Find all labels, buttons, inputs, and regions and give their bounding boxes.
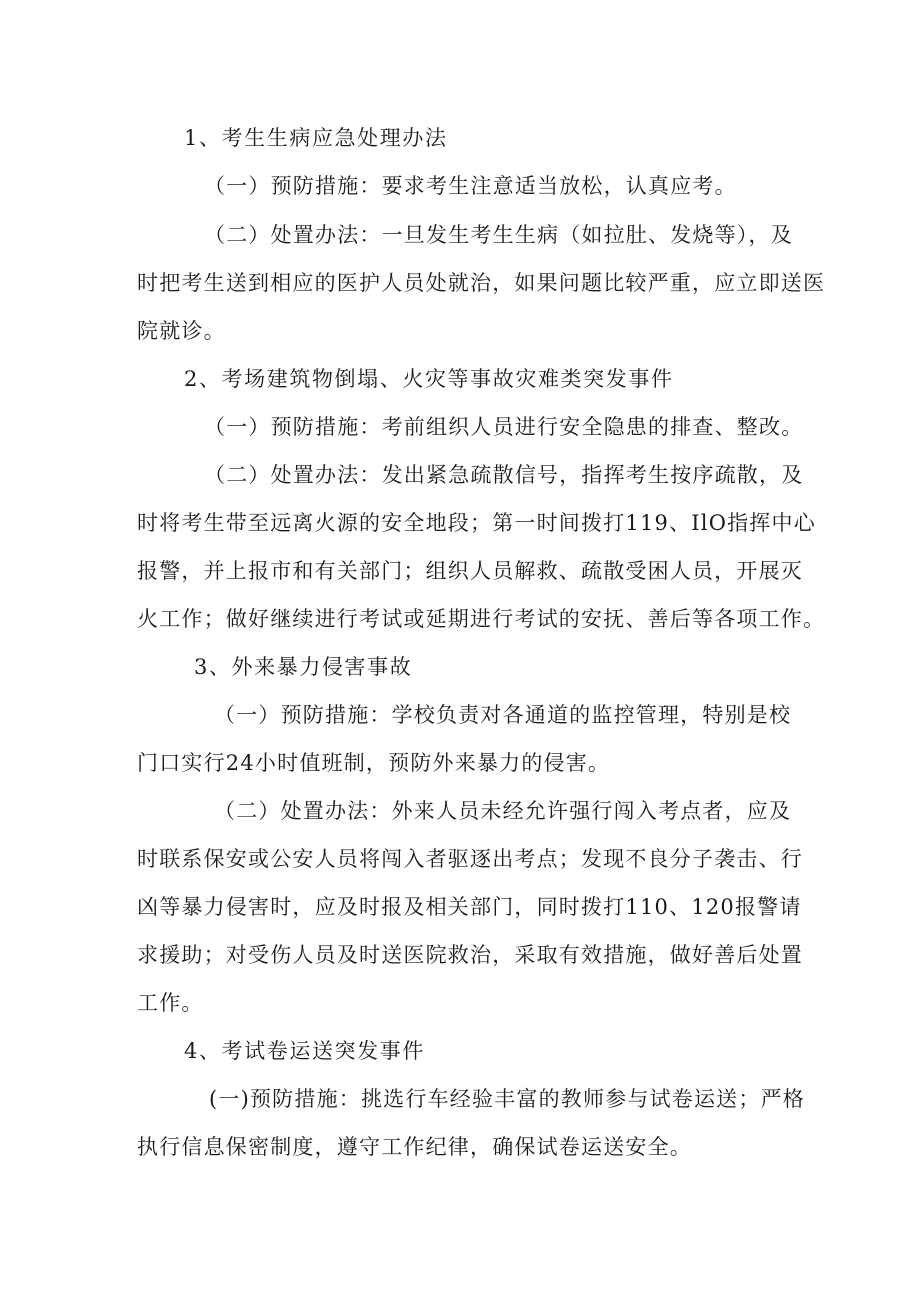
section-3-handling-line-2: 时联系保安或公安人员将闯入者驱逐出考点；发现不良分子袭击、行 bbox=[137, 847, 803, 871]
section-4-prevention-line-1: (一)预防措施：挑选行车经验丰富的教师参与试卷运送；严格 bbox=[209, 1087, 805, 1111]
section-4-heading: 4、考试卷运送突发事件 bbox=[184, 1039, 425, 1063]
section-2-heading: 2、考场建筑物倒塌、火灾等事故灾难类突发事件 bbox=[184, 367, 674, 391]
section-3-handling-line-1: （二）处置办法：外来人员未经允许强行闯入考点者，应及 bbox=[214, 799, 792, 823]
section-2-handling-line-1: （二）处置办法：发出紧急疏散信号，指挥考生按序疏散，及 bbox=[204, 463, 804, 487]
section-1-handling-line-2: 时把考生送到相应的医护人员处就治，如果问题比较严重，应立即送医 bbox=[137, 271, 826, 295]
section-2-handling-line-2: 时将考生带至远离火源的安全地段；第一时间拨打119、IlO指挥中心 bbox=[137, 511, 816, 535]
section-2-handling-line-4: 火工作；做好继续进行考试或延期进行考试的安抚、善后等各项工作。 bbox=[137, 607, 826, 631]
section-1-handling-line-1: （二）处置办法：一旦发生考生生病（如拉肚、发烧等），及 bbox=[204, 223, 793, 247]
section-4-prevention-line-2: 执行信息保密制度，遵守工作纪律，确保试卷运送安全。 bbox=[137, 1135, 692, 1159]
section-3-handling-line-4: 求援助；对受伤人员及时送医院救治，采取有效措施，做好善后处置 bbox=[137, 943, 803, 967]
section-2-prevention: （一）预防措施：考前组织人员进行安全隐患的排查、整改。 bbox=[204, 415, 804, 439]
section-1-handling-line-3: 院就诊。 bbox=[137, 319, 226, 343]
section-1-heading: 1、考生生病应急处理办法 bbox=[184, 126, 448, 150]
section-3-prevention-line-2: 门口实行24小时值班制，预防外来暴力的侵害。 bbox=[137, 751, 611, 775]
section-3-heading: 3、外来暴力侵害事故 bbox=[194, 655, 413, 679]
section-2-handling-line-3: 报警，并上报市和有关部门；组织人员解救、疏散受困人员，开展灭 bbox=[137, 559, 803, 583]
section-3-handling-line-3: 凶等暴力侵害时，应及时报及相关部门，同时拨打110、120报警请 bbox=[137, 895, 802, 919]
section-3-prevention-line-1: （一）预防措施：学校负责对各通道的监控管理，特别是校 bbox=[214, 703, 792, 727]
section-1-prevention: （一）预防措施：要求考生注意适当放松，认真应考。 bbox=[204, 174, 737, 198]
section-3-handling-line-5: 工作。 bbox=[137, 991, 204, 1015]
